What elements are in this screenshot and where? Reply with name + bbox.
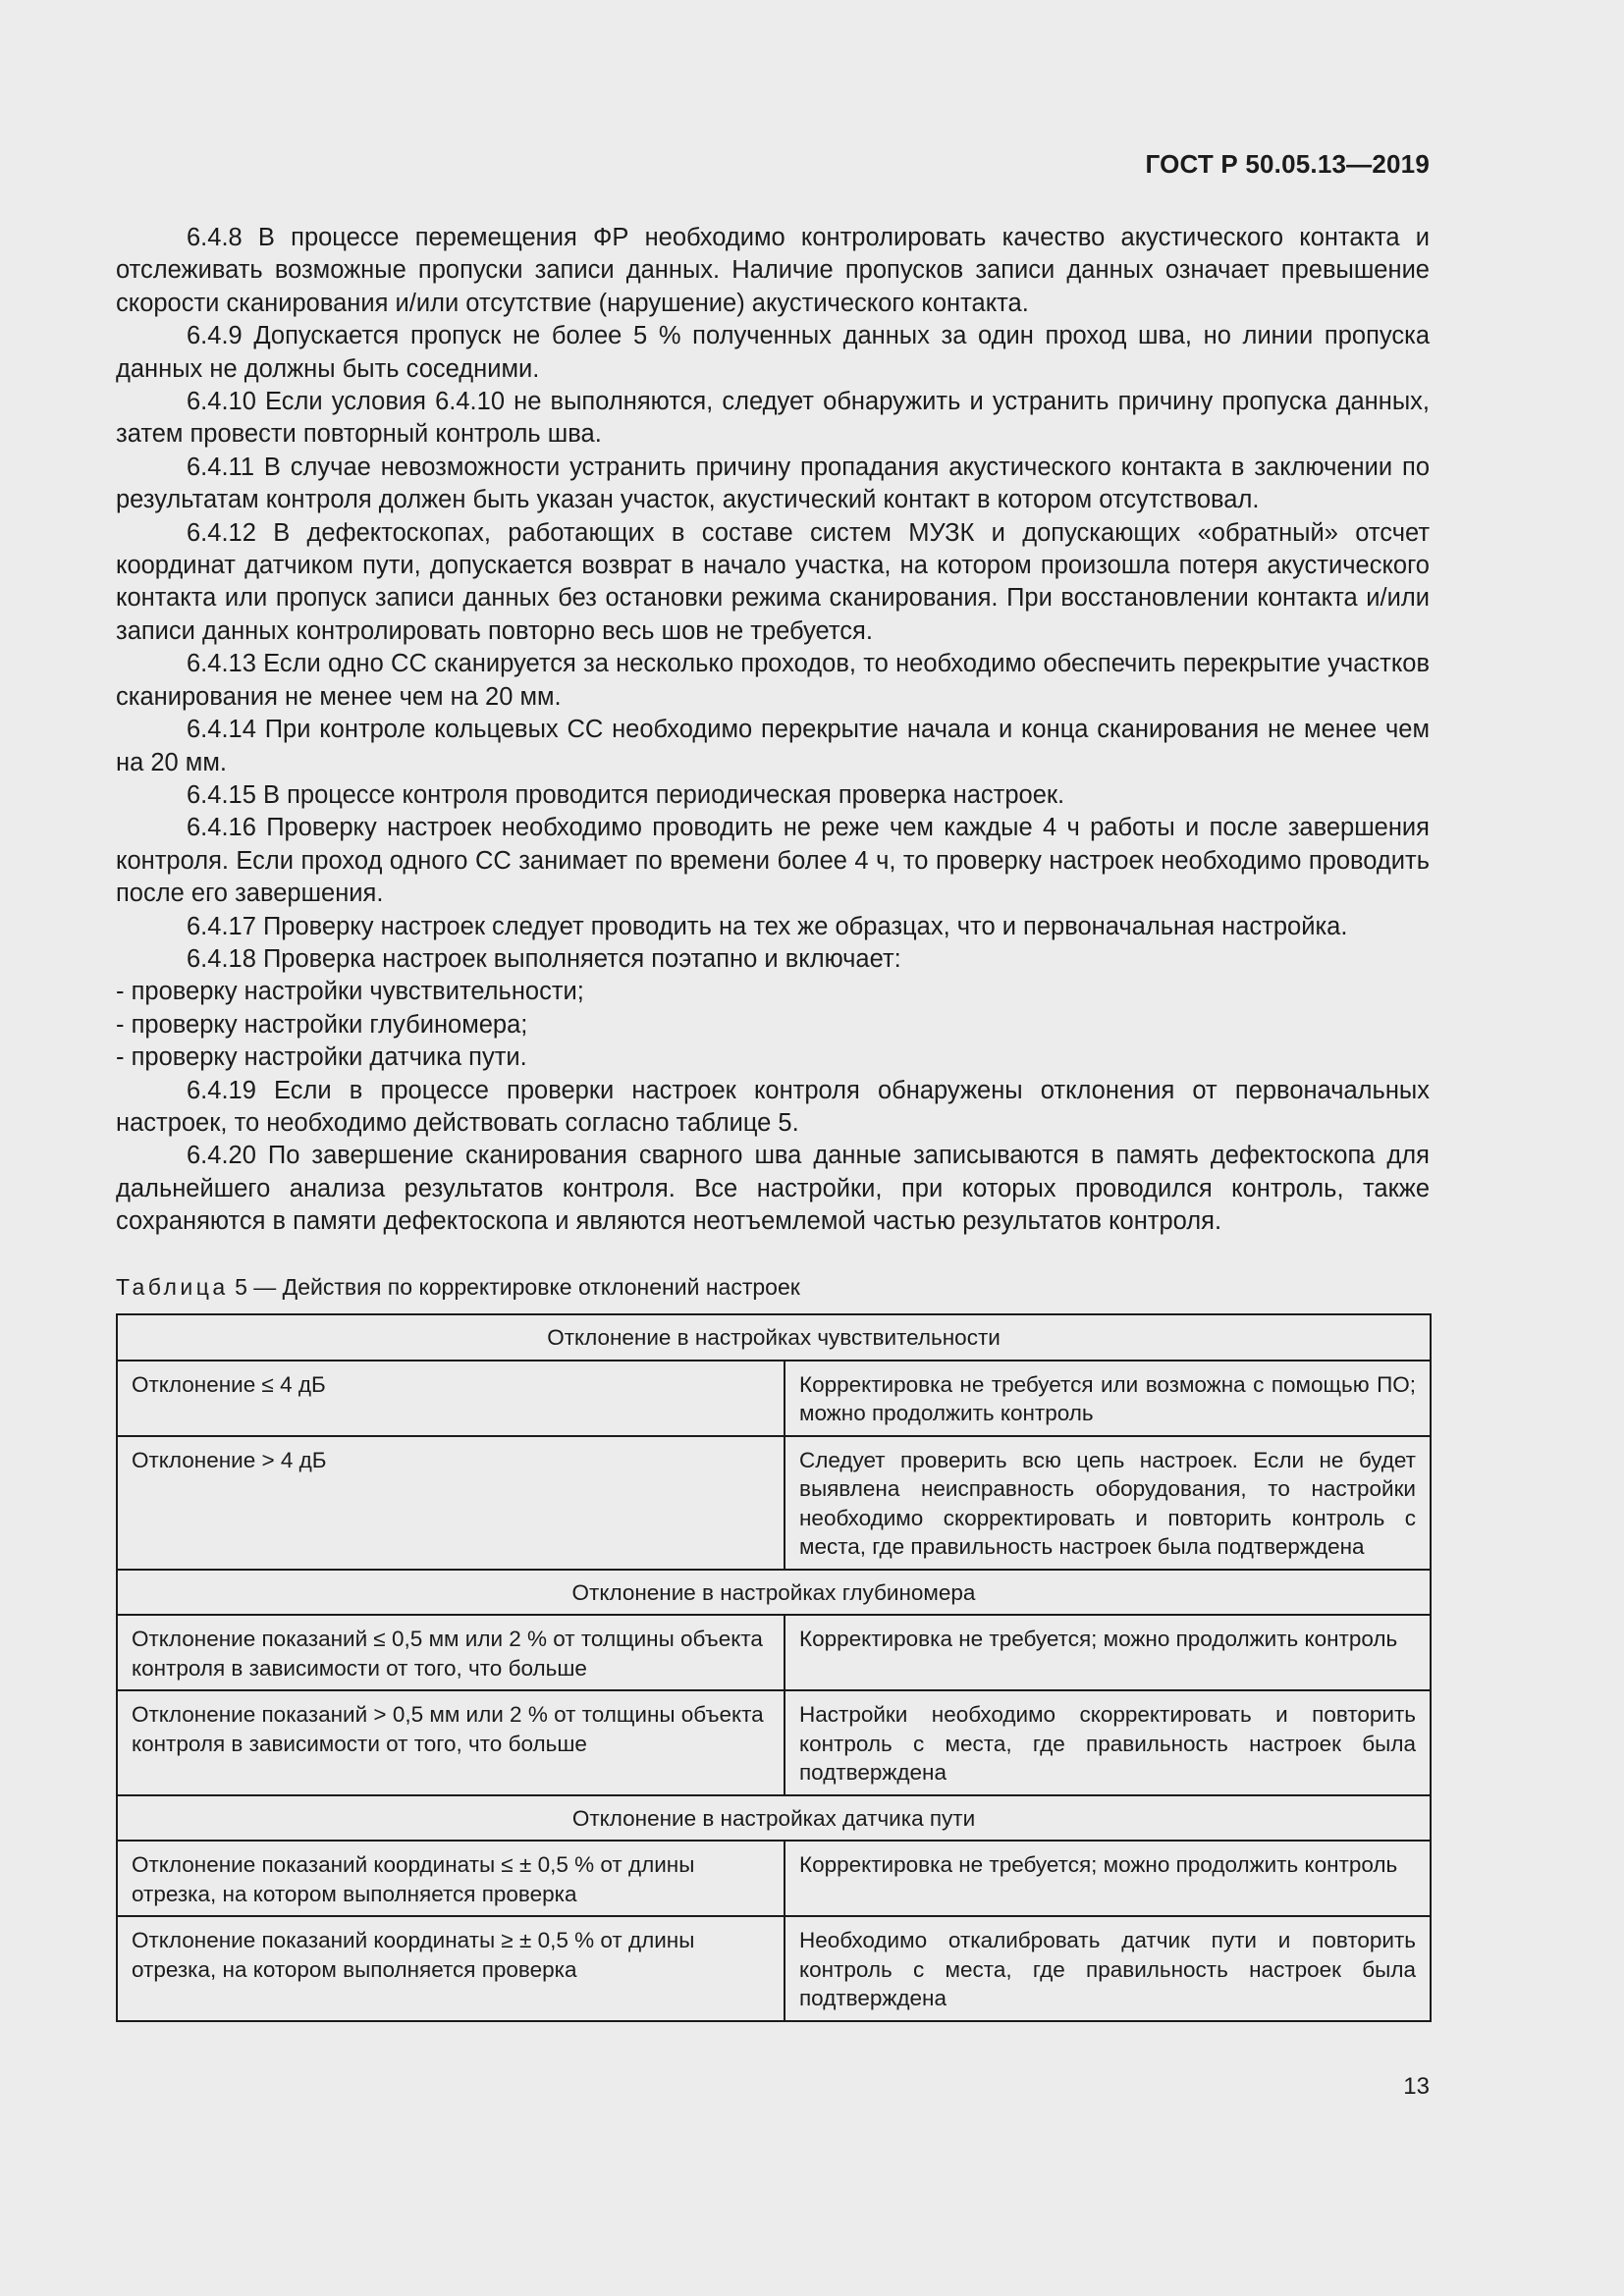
- deviation-cell: Отклонение показаний координаты ≤ ± 0,5 % от длины отрезка, на котором выполняется проверка: [117, 1841, 785, 1916]
- table-row: [117, 1690, 1431, 1795]
- paragraph-6-4-8: 6.4.8 В процессе перемещения ФР необходимо контролировать качество акустического контакта и отслеживать возможные пропуски записи данных. Наличие пропусков записи данных означает превышение скорости сканирования и/или отсутствие (нарушение) акустического контакта.: [116, 224, 1430, 317]
- paragraph-6-4-12: 6.4.12 В дефектоскопах, работающих в составе систем МУЗК и допускающих «обратный» отсчет координат датчиком пути, допускается возврат в начало участка, на котором произошла потеря акустического контакта или пропуск записи данных без остановки режима сканирования. При восстановлении контакта и/или записи данных контролировать повторно весь шов не требуется.: [116, 518, 1430, 645]
- action-cell: Корректировка не требуется; можно продолжить контроль: [785, 1841, 1431, 1916]
- section-title: Отклонение в настройках чувствительности: [117, 1314, 1431, 1361]
- table-section-header: [117, 1570, 1431, 1616]
- action-cell: Корректировка не требуется; можно продолжить контроль: [785, 1615, 1431, 1690]
- table-section-header: [117, 1795, 1431, 1842]
- table-row: [117, 1361, 1431, 1436]
- action-cell: Необходимо откалибровать датчик пути и повторить контроль с места, где правильность настроек была подтверждена: [785, 1916, 1431, 2021]
- paragraph-6-4-10: 6.4.10 Если условия 6.4.10 не выполняются, следует обнаружить и устранить причину пропуска данных, затем провести повторный контроль шва.: [116, 388, 1430, 449]
- paragraph-6-4-19: 6.4.19 Если в процессе проверки настроек контроля обнаружены отклонения от первоначальных настроек, то необходимо действовать согласно таблице 5.: [116, 1076, 1430, 1137]
- deviation-cell: Отклонение показаний ≤ 0,5 мм или 2 % от толщины объекта контроля в зависимости от того, что больше: [117, 1615, 785, 1690]
- table-row: [117, 1916, 1431, 2021]
- section-title: Отклонение в настройках датчика пути: [117, 1795, 1431, 1842]
- section-title: Отклонение в настройках глубиномера: [117, 1570, 1431, 1616]
- table-caption: [116, 1272, 800, 1302]
- deviation-cell: Отклонение показаний > 0,5 мм или 2 % от толщины объекта контроля в зависимости от того, что больше: [117, 1690, 785, 1795]
- deviation-cell: Отклонение показаний координаты ≥ ± 0,5 % от длины отрезка, на котором выполняется проверка: [117, 1916, 785, 2021]
- body-text: [116, 222, 1430, 1239]
- bullet-item: - проверку настройки датчика пути.: [116, 1043, 527, 1072]
- paragraph-6-4-13: 6.4.13 Если одно СС сканируется за несколько проходов, то необходимо обеспечить перекрытие участков сканирования не менее чем на 20 мм.: [116, 650, 1430, 711]
- paragraph-6-4-11: 6.4.11 В случае невозможности устранить причину пропадания акустического контакта в заключении по результатам контроля должен быть указан участок, акустический контакт в котором отсутствовал.: [116, 453, 1430, 514]
- paragraph-6-4-14: 6.4.14 При контроле кольцевых СС необходимо перекрытие начала и конца сканирования не менее чем на 20 мм.: [116, 716, 1430, 776]
- page-number: 13: [1403, 2073, 1430, 2100]
- paragraph-6-4-20: 6.4.20 По завершение сканирования сварного шва данные записываются в память дефектоскопа для дальнейшего анализа результатов контроля. Все настройки, при которых проводился контроль, также сохраняются в памяти дефектоскопа и являются неотъемлемой частью результатов контроля.: [116, 1142, 1430, 1236]
- action-cell: Следует проверить всю цепь настроек. Если не будет выявлена неисправность оборудования, то настройки необходимо скорректировать и повторить контроль с места, где правильность настроек была подтверждена: [785, 1436, 1431, 1570]
- table-row: [117, 1841, 1431, 1916]
- action-cell: Корректировка не требуется или возможна с помощью ПО; можно продолжить контроль: [785, 1361, 1431, 1436]
- paragraph-6-4-17: 6.4.17 Проверку настроек следует проводить на тех же образцах, что и первоначальная настройка.: [187, 912, 1348, 940]
- table-section-header: [117, 1314, 1431, 1361]
- table-row: [117, 1615, 1431, 1690]
- deviation-cell: Отклонение ≤ 4 дБ: [117, 1361, 785, 1436]
- document-header: ГОСТ Р 50.05.13—2019: [1145, 149, 1430, 179]
- deviation-table: [116, 1313, 1432, 2022]
- table-row: [117, 1436, 1431, 1570]
- bullet-item: - проверку настройки чувствительности;: [116, 978, 584, 1006]
- action-cell: Настройки необходимо скорректировать и повторить контроль с места, где правильность настроек была подтверждена: [785, 1690, 1431, 1795]
- paragraph-6-4-16: 6.4.16 Проверку настроек необходимо проводить не реже чем каждые 4 ч работы и после завершения контроля. Если проход одного СС занимает по времени более 4 ч, то проверку настроек необходимо проводить после его завершения.: [116, 814, 1430, 908]
- paragraph-6-4-18: 6.4.18 Проверка настроек выполняется поэтапно и включает:: [187, 944, 901, 973]
- table-caption-text: 5 — Действия по корректировке отклонений настроек: [228, 1274, 800, 1300]
- paragraph-6-4-9: 6.4.9 Допускается пропуск не более 5 % полученных данных за один проход шва, но линии пропуска данных не должны быть соседними.: [116, 322, 1430, 383]
- deviation-cell: Отклонение > 4 дБ: [117, 1436, 785, 1570]
- bullet-item: - проверку настройки глубиномера;: [116, 1010, 528, 1039]
- table-caption-label: Таблица: [116, 1274, 229, 1300]
- paragraph-6-4-15: 6.4.15 В процессе контроля проводится периодическая проверка настроек.: [187, 780, 1065, 809]
